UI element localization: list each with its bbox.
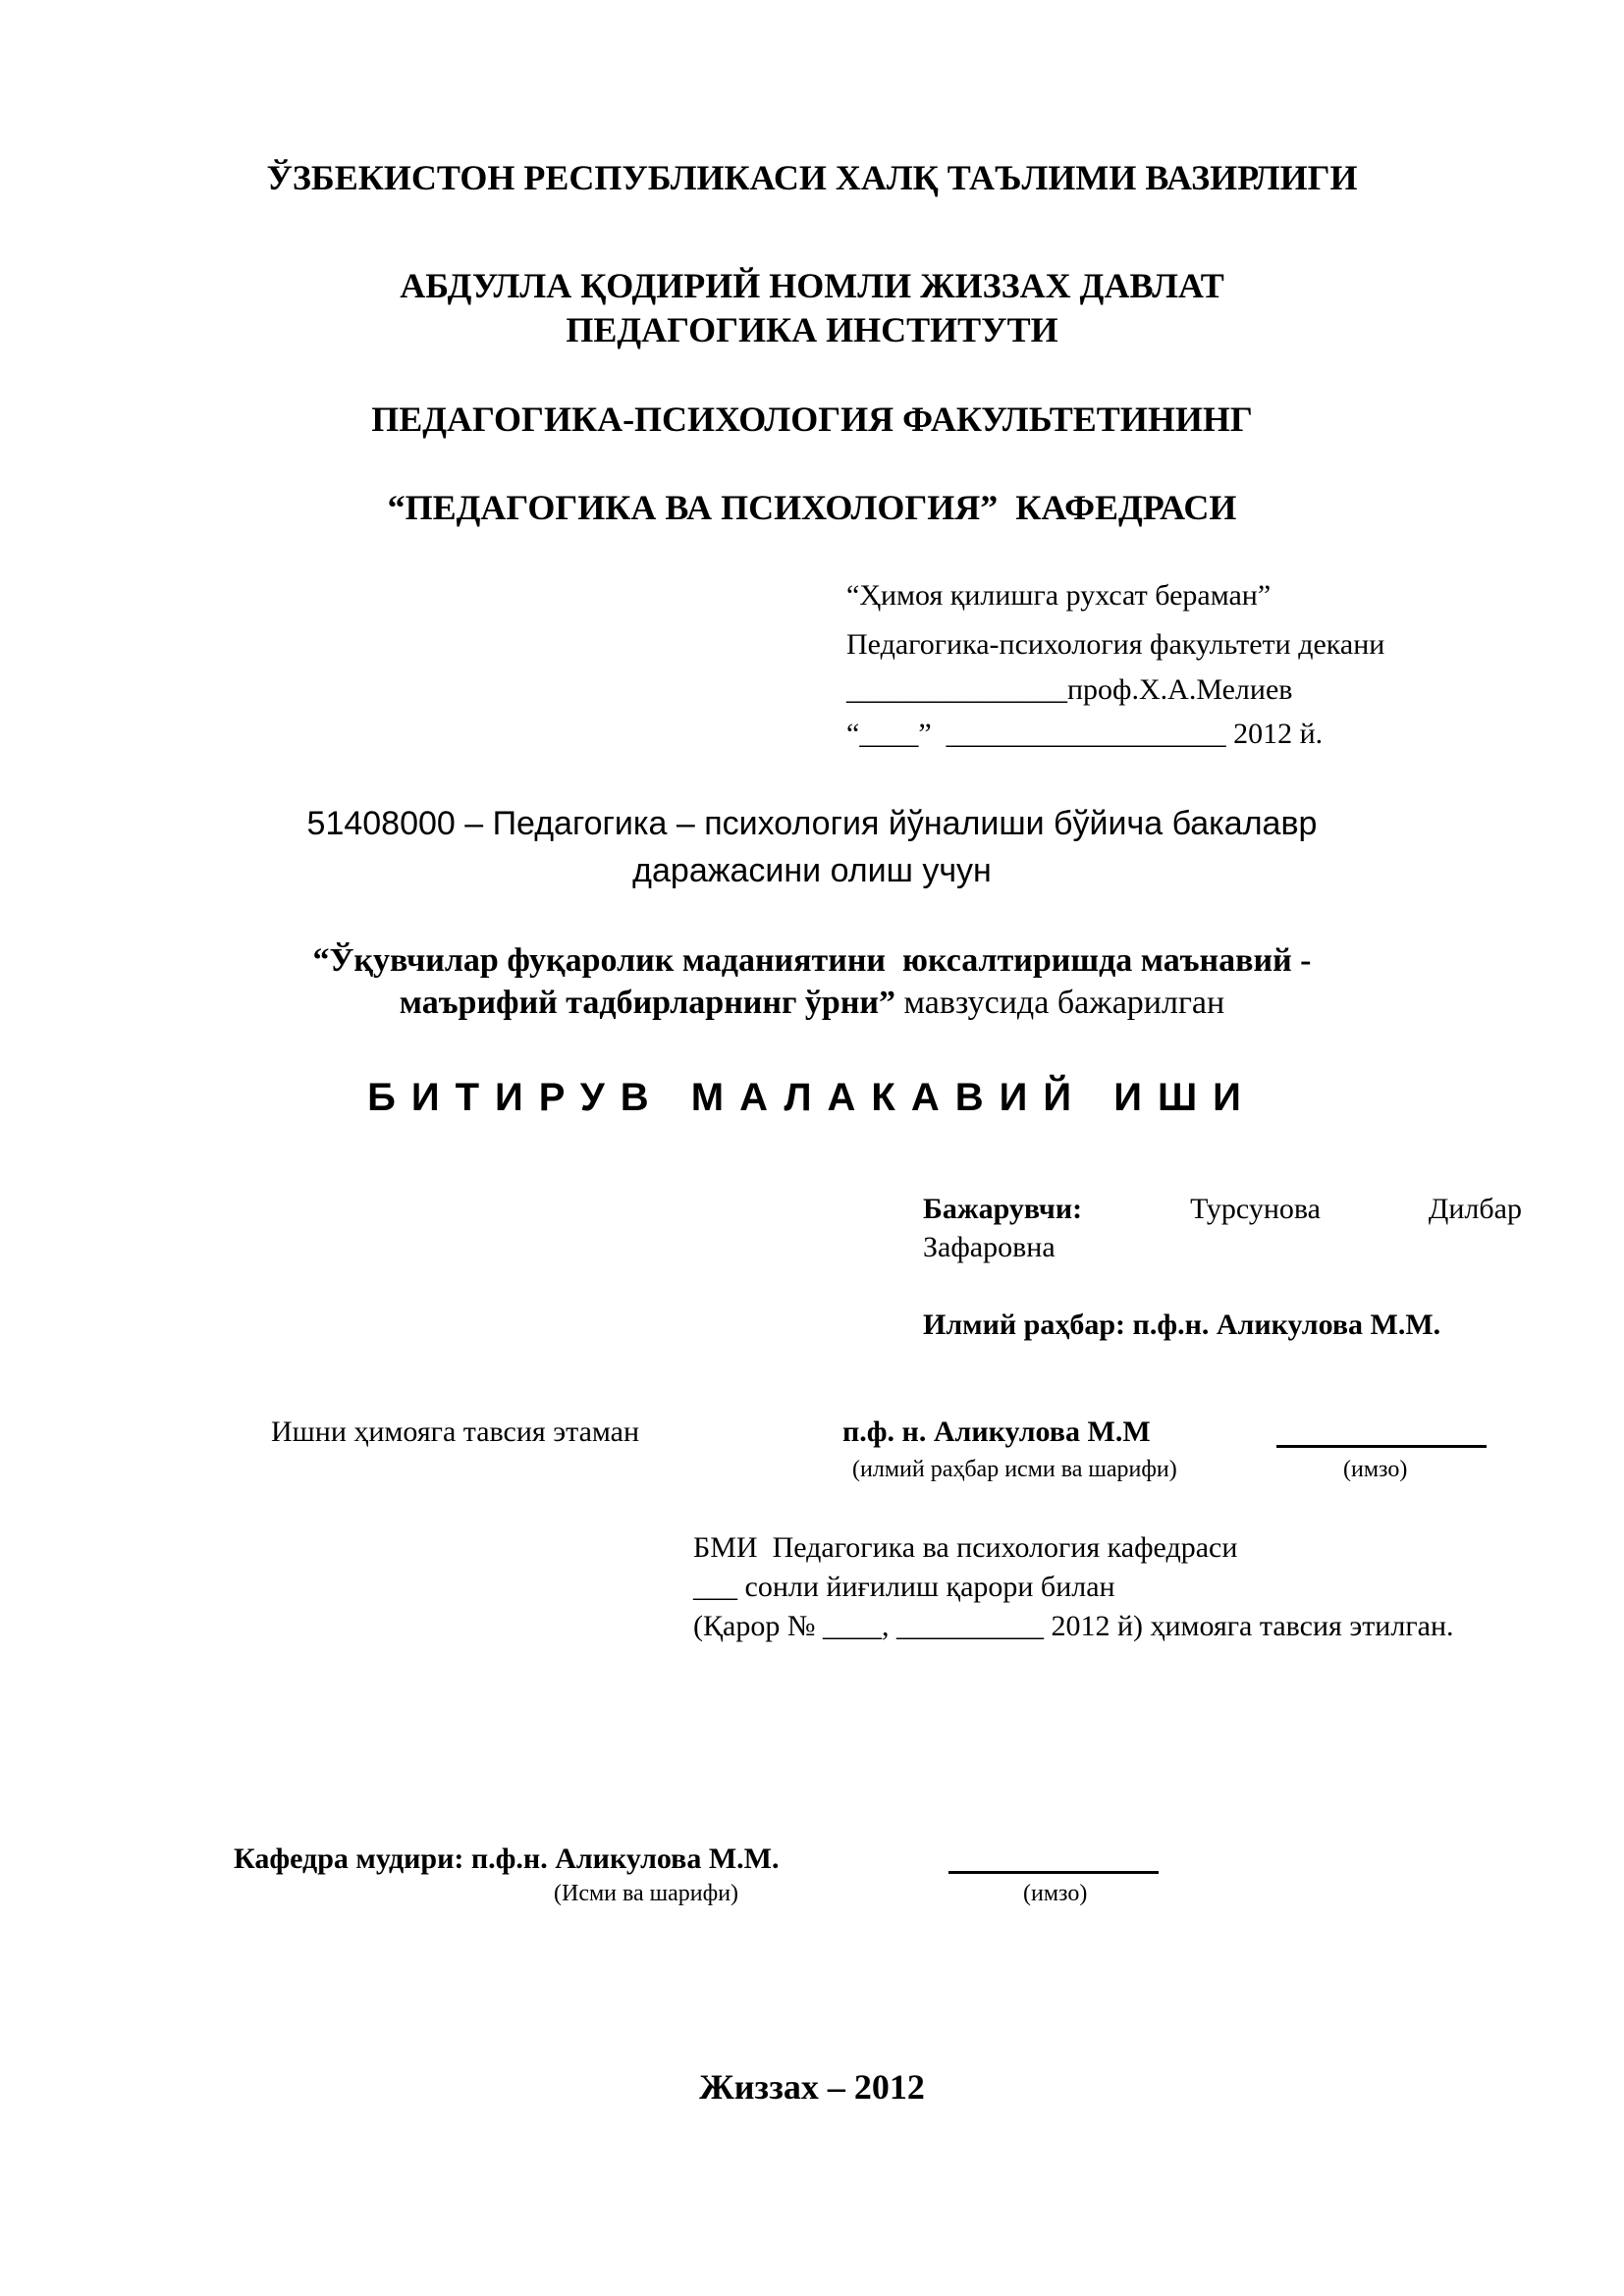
supervisor: Илмий раҳбар: п.ф.н. Аликулова М.М. — [923, 1308, 1441, 1341]
approval-line-2: Педагогика-психология факультети декани — [846, 628, 1385, 661]
recommend-supervisor-name: п.ф. н. Аликулова М.М — [842, 1415, 1151, 1448]
topic-line-1: “Ўқувчилар фуқаролик маданиятини юксалтиришда маънавий - — [312, 942, 1312, 979]
approval-line-1: “Ҳимоя қилишга рухсат бераман” — [846, 579, 1272, 612]
bmi-line-2: ___ сонли йиғилиш қарори билан — [693, 1571, 1115, 1603]
approval-line-3: _______________проф.Х.А.Мелиев — [846, 673, 1293, 706]
recommend-caption-sign: (имзо) — [1343, 1457, 1408, 1482]
bmi-line-3: (Қарор № ____, __________ 2012 й) ҳимояга тавсия этилган. — [693, 1610, 1454, 1642]
degree-line-2: даражасини олиш учун — [632, 852, 992, 889]
approval-line-4: “____” ___________________ 2012 й. — [846, 718, 1324, 750]
topic-line-2-rest: мавзусида бажарилган — [895, 985, 1225, 1021]
performer-surname: Турсунова — [1190, 1193, 1321, 1225]
performer-label: Бажарувчи: — [923, 1193, 1083, 1225]
performer-line-1 — [923, 1193, 1522, 1226]
topic-line-2-bold: маърифий тадбирларнинг ўрни” — [399, 985, 895, 1021]
recommend-label: Ишни ҳимояга тавсия этаман — [271, 1415, 640, 1448]
degree-line-1: 51408000 – Педагогика – психология йўналиши бўйича бакалавр — [306, 805, 1318, 842]
topic-line-2 — [0, 985, 1624, 1022]
head-signature-line — [948, 1871, 1159, 1874]
performer-patronymic: Зафаровна — [923, 1231, 1056, 1263]
ministry-title: ЎЗБЕКИСТОН РЕСПУБЛИКАСИ ХАЛҚ ТАЪЛИМИ ВАЗИРЛИГИ — [266, 158, 1358, 197]
bmi-line-1: БМИ Педагогика ва психология кафедраси — [693, 1531, 1238, 1564]
institute-title-line1: АБДУЛЛА ҚОДИРИЙ НОМЛИ ЖИЗЗАХ ДАВЛАТ — [400, 266, 1224, 305]
chair-title: “ПЕДАГОГИКА ВА ПСИХОЛОГИЯ” КАФЕДРАСИ — [387, 488, 1237, 527]
work-title: БИТИРУВ МАЛАКАВИЙ ИШИ — [367, 1076, 1257, 1119]
performer-name: Дилбар — [1428, 1193, 1522, 1225]
institute-title-line2: ПЕДАГОГИКА ИНСТИТУТИ — [566, 310, 1058, 349]
head-caption-sign: (имзо) — [1023, 1881, 1088, 1906]
city-year: Жиззах – 2012 — [699, 2067, 925, 2107]
recommend-caption-name: (илмий раҳбар исми ва шарифи) — [852, 1457, 1177, 1482]
head-of-chair: Кафедра мудири: п.ф.н. Аликулова М.М. — [234, 1842, 780, 1875]
faculty-title: ПЕДАГОГИКА-ПСИХОЛОГИЯ ФАКУЛЬТЕТИНИНГ — [371, 400, 1253, 439]
head-caption-name: (Исми ва шарифи) — [554, 1881, 739, 1906]
recommend-signature-line — [1276, 1445, 1487, 1448]
